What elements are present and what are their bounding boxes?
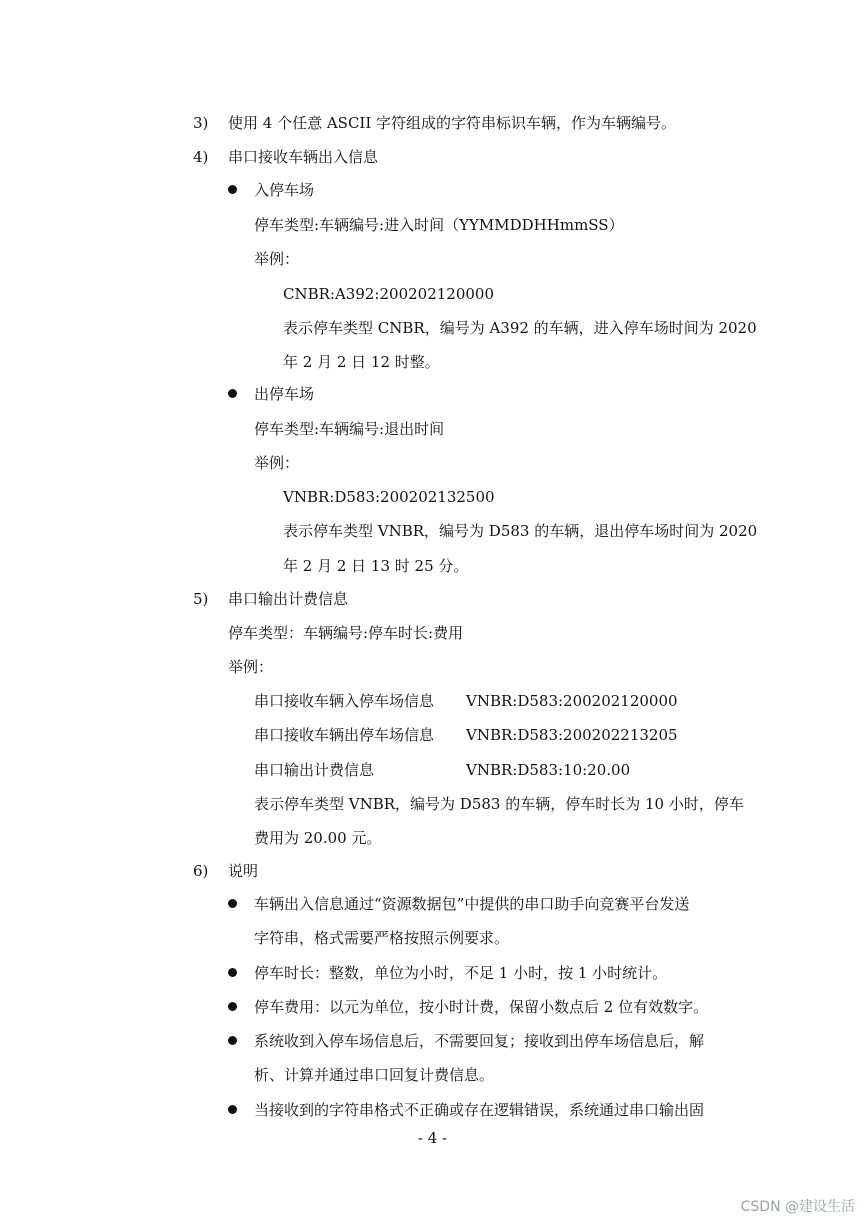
example-row-value: VNBR:D583:10:20.00 [466, 761, 631, 779]
bullet-icon [228, 1105, 237, 1114]
page-number: - 4 - [417, 1129, 448, 1147]
bullet-icon [228, 1002, 237, 1011]
enter-example-label: 举例： [254, 250, 300, 268]
item-6-number: 6) [193, 862, 209, 880]
note-1-line2: 字符串，格式需要严格按照示例要求。 [254, 929, 510, 947]
item-5-desc-line2: 费用为 20.00 元。 [254, 829, 382, 847]
exit-example: VNBR:D583:200202132500 [283, 488, 495, 506]
exit-format: 停车类型:车辆编号:退出时间 [254, 420, 445, 438]
enter-heading: 入停车场 [254, 181, 315, 199]
note-3: 停车费用：以元为单位，按小时计费，保留小数点后 2 位有效数字。 [254, 998, 709, 1016]
enter-desc-line1: 表示停车类型 CNBR，编号为 A392 的车辆，进入停车场时间为 2020 [283, 319, 757, 337]
exit-desc-line1: 表示停车类型 VNBR，编号为 D583 的车辆，退出停车场时间为 2020 [283, 522, 758, 540]
example-row-value: VNBR:D583:200202120000 [466, 692, 678, 710]
exit-heading: 出停车场 [254, 385, 315, 403]
note-5-line1: 当接收到的字符串格式不正确或存在逻辑错误，系统通过串口输出固 [254, 1101, 705, 1119]
item-3-number: 3) [193, 114, 209, 132]
example-row-label: 串口接收车辆出停车场信息 [254, 726, 435, 744]
bullet-icon [228, 1036, 237, 1045]
exit-example-label: 举例： [254, 454, 300, 472]
item-5-example-label: 举例： [228, 658, 274, 676]
item-6-title: 说明 [228, 862, 259, 880]
note-2: 停车时长：整数，单位为小时，不足 1 小时，按 1 小时统计。 [254, 964, 668, 982]
note-4-line1: 系统收到入停车场信息后，不需要回复；接收到出停车场信息后，解 [254, 1032, 705, 1050]
enter-desc-line2: 年 2 月 2 日 12 时整。 [283, 353, 440, 371]
note-4-line2: 析、计算并通过串口回复计费信息。 [254, 1066, 495, 1084]
item-5-title: 串口输出计费信息 [228, 590, 349, 608]
item-5-desc-line1: 表示停车类型 VNBR，编号为 D583 的车辆，停车时长为 10 小时，停车 [254, 795, 744, 813]
bullet-icon [228, 389, 237, 398]
note-1-line1: 车辆出入信息通过“资源数据包”中提供的串口助手向竞赛平台发送 [254, 895, 690, 913]
watermark: CSDN @建设生活 [740, 1199, 855, 1215]
example-row-label: 串口输出计费信息 [254, 761, 375, 779]
example-row-value: VNBR:D583:200202213205 [466, 726, 678, 744]
item-5-format: 停车类型：车辆编号:停车时长:费用 [228, 624, 464, 642]
example-row-label: 串口接收车辆入停车场信息 [254, 692, 435, 710]
exit-desc-line2: 年 2 月 2 日 13 时 25 分。 [283, 557, 469, 575]
bullet-icon [228, 185, 237, 194]
bullet-icon [228, 968, 237, 977]
item-5-number: 5) [193, 590, 209, 608]
bullet-icon [228, 899, 237, 908]
enter-example: CNBR:A392:200202120000 [283, 285, 495, 303]
item-4-number: 4) [193, 148, 209, 166]
item-3-text: 使用 4 个任意 ASCII 字符组成的字符串标识车辆，作为车辆编号。 [228, 114, 677, 132]
item-4-title: 串口接收车辆出入信息 [228, 148, 379, 166]
enter-format: 停车类型:车辆编号:进入时间（YYMMDDHHmmSS） [254, 216, 624, 234]
